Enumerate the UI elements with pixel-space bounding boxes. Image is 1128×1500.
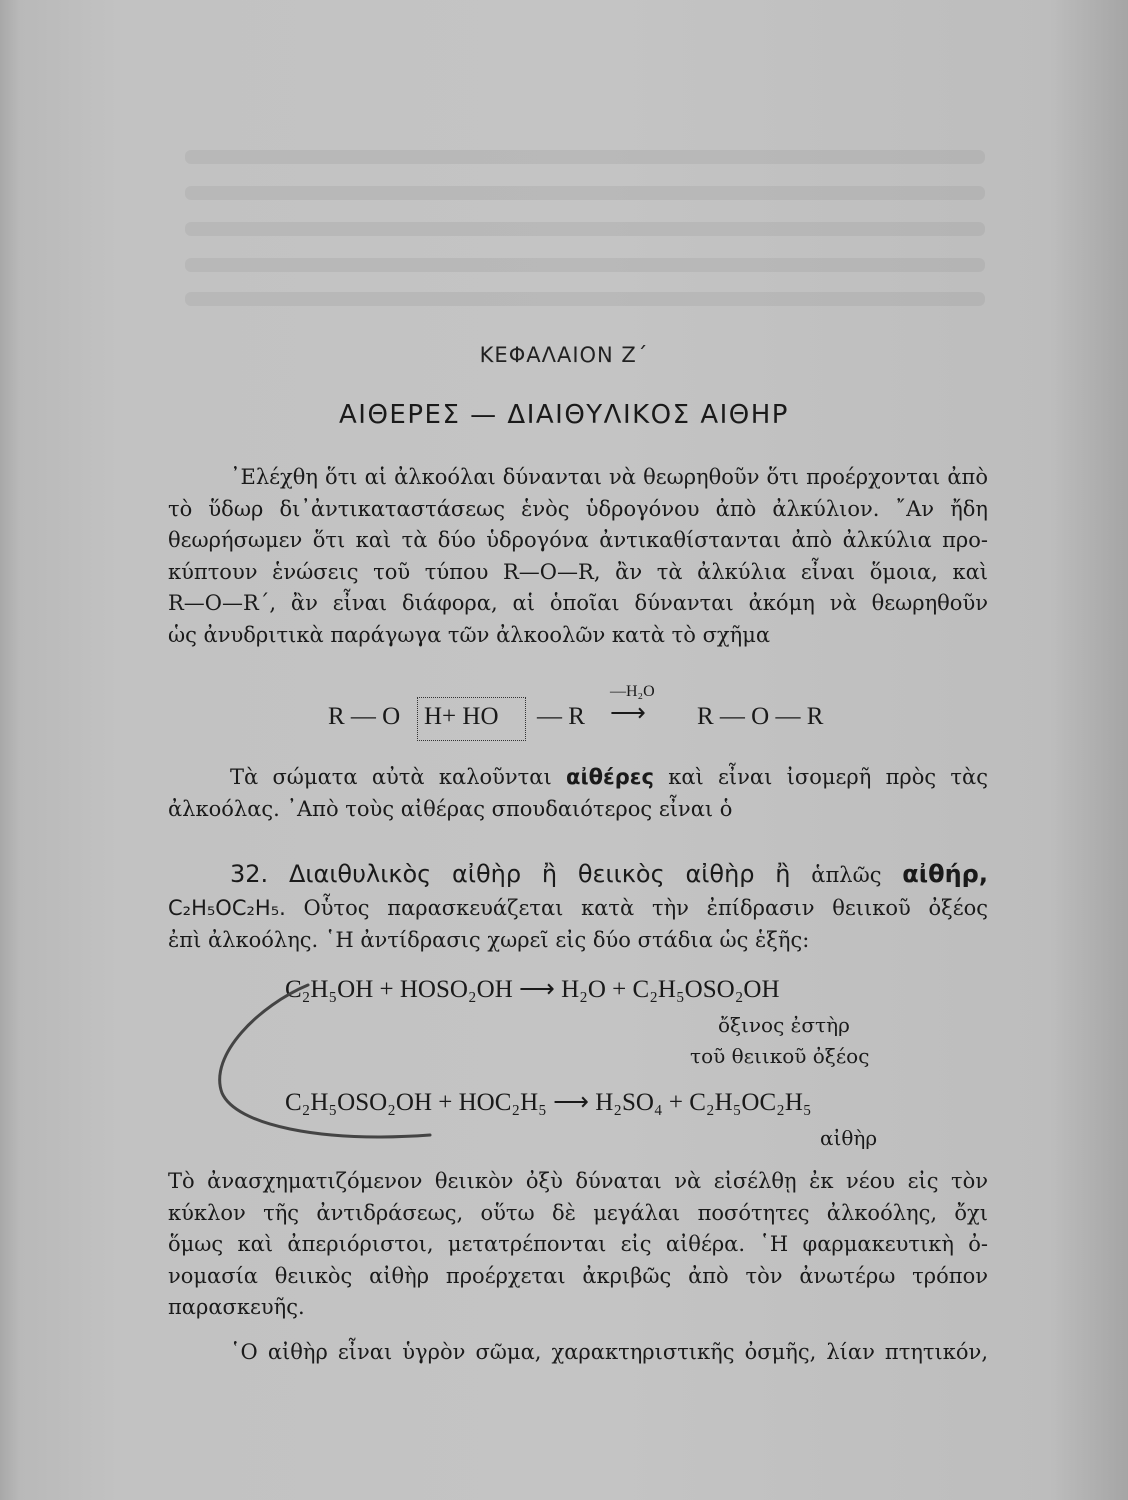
eq-product: R — O — R — [697, 703, 824, 730]
section-heading — [168, 858, 988, 890]
text-line: Τὸ ἀνασχηματιζόμενον θειικὸν ὀξὺ δύναται νὰ εἰσέλθῃ ἐκ νέου εἰς τὸν — [168, 1169, 988, 1193]
text-line — [168, 762, 988, 794]
heading-line — [168, 858, 988, 890]
eq-right: — R — [537, 703, 585, 730]
text-line — [168, 893, 988, 925]
eq-boxed: H+ HO — [424, 703, 499, 730]
reaction-1-label: τοῦ θειικοῦ ὀξέος — [690, 1044, 870, 1068]
text-line: θεωρήσωμεν ὅτι καὶ τὰ δύο ὑδρογόνα ἀντικαθίστανται ἀπὸ ἀλκύλια προ- — [168, 528, 988, 552]
eq-left: R — O — [328, 703, 401, 730]
reaction-1: C₂H₅OH + HOSO₂OH ⟶ H₂O + C₂H₅OSO₂OH — [285, 976, 780, 1003]
text-line: παρασκευῆς. — [168, 1295, 305, 1319]
text-line: ὡς ἀνυδριτικὰ παράγωγα τῶν ἀλκοολῶν κατὰ τὸ σχῆμα — [168, 622, 771, 647]
formula: C₂H₅OC₂H₅. — [168, 896, 286, 920]
text-line: κύκλον τῆς ἀντιδράσεως, οὕτω δὲ μεγάλαι ποσότητες ἀλκοόλης, ὄχι — [168, 1200, 988, 1225]
last-paragraph — [168, 1337, 988, 1369]
bleed-through — [185, 292, 985, 306]
section-title-end: αἰθήρ, — [902, 860, 988, 888]
pencil-annotation — [200, 975, 450, 1150]
section-paragraph — [168, 893, 988, 956]
reaction-2: C₂H₅OSO₂OH + HOC₂H₅ ⟶ H₂SO₄ + C₂H₅OC₂H₅ — [285, 1089, 812, 1116]
text-line: νομασία θειικὸς αἰθὴρ προέρχεται ἀκριβῶς ἀπὸ τὸν ἀνωτέρω τρόπον — [168, 1263, 988, 1288]
ethers-term: αἰθέρες — [566, 765, 654, 789]
section-title: Διαιθυλικὸς αἰθὴρ ἢ θειικὸς αἰθὴρ ἢ — [288, 860, 791, 888]
text-fragment: καὶ εἶναι ἰσομερῆ πρὸς τὰς — [668, 765, 988, 789]
text-line: ὅμως καὶ ἀπεριόριστοι, μετατρέπονται εἰς αἰθέρα. ῾Η φαρμακευτικὴ ὀ- — [168, 1232, 988, 1256]
section-number: 32. — [230, 860, 269, 888]
reaction-1-label: ὄξινος ἐστὴρ — [718, 1013, 850, 1037]
intro-paragraph — [168, 462, 988, 651]
bleed-through — [185, 222, 985, 236]
text-fragment: ἁπλῶς — [811, 863, 882, 887]
page-title: ΑΙΘΕΡΕΣ — ΔΙΑΙΘΥΛΙΚΟΣ ΑΙΘΗΡ — [339, 400, 789, 430]
ethers-paragraph — [168, 762, 988, 825]
eq-over-arrow: —H₂O — [610, 683, 655, 700]
text-line: R—O—R΄, ἂν εἶναι διάφορα, αἱ ὁποῖαι δύνανται ἀκόμη νὰ θεωρηθοῦν — [168, 591, 988, 615]
text-line: κύπτουν ἑνώσεις τοῦ τύπου R—O—R, ἂν τὰ ἀλκύλια εἶναι ὅμοια, καὶ — [168, 559, 988, 584]
reaction-arrow: ⟶ — [610, 700, 646, 727]
text-fragment: Τὰ σώματα αὐτὰ καλοῦνται — [230, 765, 552, 789]
text-line: ἐπὶ ἀλκοόλης. ῾Η ἀντίδρασις χωρεῖ εἰς δύο στάδια ὡς ἑξῆς: — [168, 927, 810, 952]
chapter-heading: ΚΕΦΑΛΑΙΟΝ Ζ΄ — [479, 343, 649, 367]
text-fragment: Οὗτος παρασκευάζεται κατὰ τὴν ἐπίδρασιν θειικοῦ ὀξέος — [303, 896, 988, 920]
text-line: ᾿Ελέχθη ὅτι αἱ ἀλκοόλαι δύνανται νὰ θεωρηθοῦν ὅτι προέρχονται ἀπὸ — [230, 465, 988, 489]
text-line: ἀλκοόλας. ᾿Απὸ τοὺς αἰθέρας σπουδαιότερος εἶναι ὁ — [168, 796, 733, 821]
bleed-through — [185, 258, 985, 272]
bleed-through — [185, 150, 985, 164]
text-line: ῾Ο αἰθὴρ εἶναι ὑγρὸν σῶμα, χαρακτηριστικῆς ὀσμῆς, λίαν πτητικόν, — [230, 1340, 988, 1364]
bleed-through — [185, 186, 985, 200]
text-line: τὸ ὕδωρ δι᾿ἀντικαταστάσεως ἑνὸς ὑδρογόνου ἀπὸ ἀλκύλιον. ῎Αν ἤδη — [168, 496, 988, 521]
closing-paragraph — [168, 1166, 988, 1324]
reaction-2-label: αἰθὴρ — [820, 1126, 878, 1150]
